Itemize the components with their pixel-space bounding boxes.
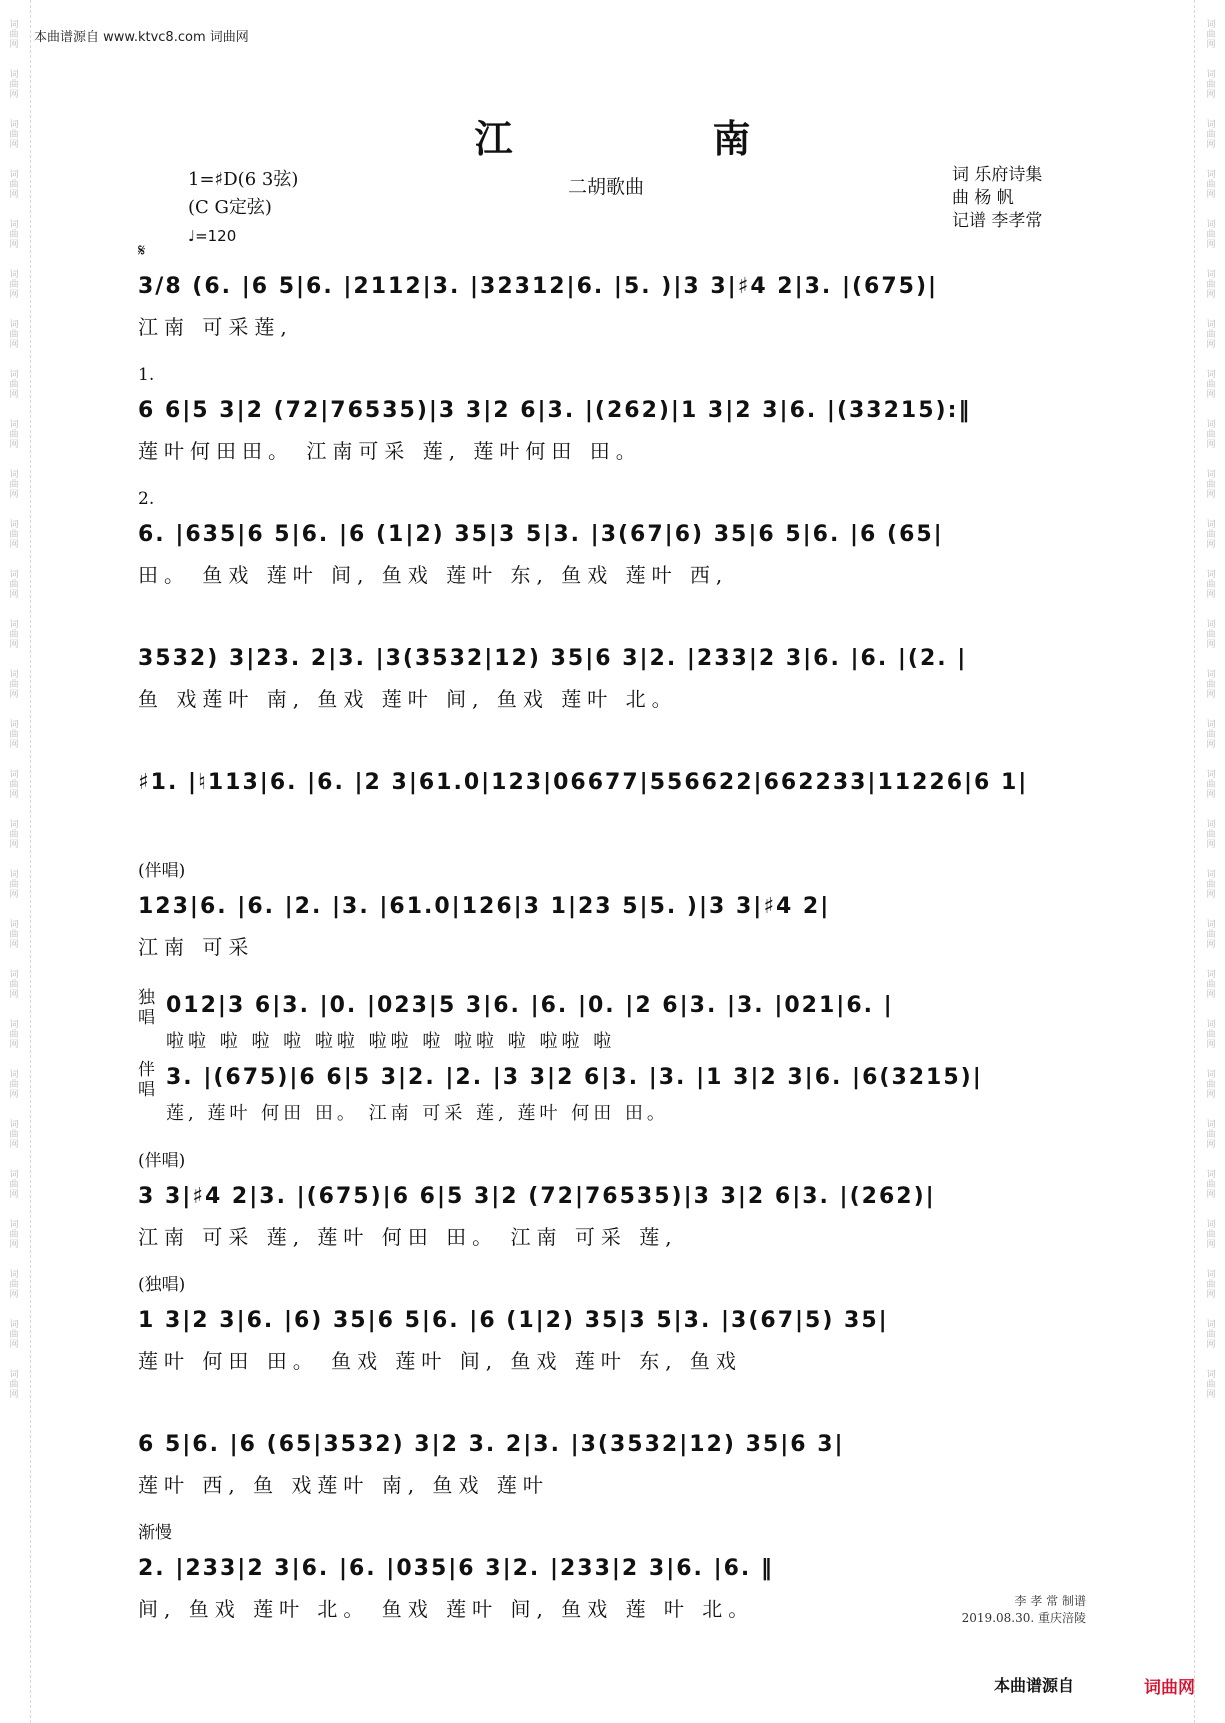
watermark-mark: 词 曲 网 bbox=[9, 670, 19, 700]
source-header: 本曲谱源自 www.ktvc8.com 词曲网 bbox=[34, 30, 249, 45]
watermark-mark: 词 曲 网 bbox=[9, 920, 19, 950]
composer-credit: 曲 杨 帆 bbox=[952, 188, 1014, 208]
footer-source-label: 本曲谱源自 bbox=[994, 1676, 1075, 1695]
lyrics-line: 莲叶何田田。 江南可采 莲, 莲叶何田 田。 bbox=[138, 439, 642, 463]
chorus-notes: 3. |(675)|6 6|5 3|2. |2. |3 3|2 6|3. |3. |1 3|2 3|6. |6(3215)| bbox=[166, 1065, 983, 1090]
system-label: (伴唱) bbox=[138, 861, 186, 881]
watermark-mark: 词 曲 网 bbox=[9, 1170, 19, 1200]
watermark-mark: 词 曲 网 bbox=[9, 1320, 19, 1350]
system-label bbox=[138, 1398, 1098, 1420]
score-system bbox=[138, 612, 1098, 714]
watermark-mark: 词 曲 网 bbox=[1206, 520, 1216, 550]
watermark-mark: 词 曲 网 bbox=[9, 470, 19, 500]
song-title: 江南 bbox=[474, 116, 951, 161]
notation-line: 3 3|♯4 2|3. |(675)|6 6|5 3|2 (72|76535)|3 3|2 6|3. |(262)| bbox=[138, 1184, 936, 1209]
solo-label: 独唱 bbox=[138, 988, 155, 1028]
lyrics-line: 江南 可采莲, bbox=[138, 315, 293, 339]
watermark-mark: 词 曲 网 bbox=[9, 870, 19, 900]
system-label: 渐慢 bbox=[138, 1523, 172, 1543]
watermark-mark: 词 曲 网 bbox=[9, 970, 19, 1000]
arranger-credit: 李 孝 常 制谱 bbox=[1014, 1594, 1086, 1608]
lyricist-credit: 词 乐府诗集 bbox=[952, 165, 1043, 185]
left-watermark-strip bbox=[2, 0, 26, 1723]
chorus-lyrics: 莲, 莲叶 何田 田。 江南 可采 莲, 莲叶 何田 田。 bbox=[166, 1103, 669, 1124]
duet-system bbox=[138, 984, 1098, 1128]
lyrics-line: 间, 鱼戏 莲叶 北。 鱼戏 莲叶 间, 鱼戏 莲 叶 北。 bbox=[138, 1597, 755, 1621]
watermark-mark: 词 曲 网 bbox=[1206, 670, 1216, 700]
score-system bbox=[138, 1150, 1098, 1252]
watermark-mark: 词 曲 网 bbox=[9, 420, 19, 450]
watermark-mark: 词 曲 网 bbox=[9, 1120, 19, 1150]
watermark-mark: 词 曲 网 bbox=[1206, 1170, 1216, 1200]
notation-line: 3532) 3|23. 2|3. |3(3532|12) 35|6 3|2. |233|2 3|6. |6. |(2. | bbox=[138, 646, 968, 671]
notation-line: ♯1. |♮113|6. |6. |2 3|61.0|123|06677|556622|662233|11226|6 1| bbox=[138, 770, 1029, 795]
system-label: 1. bbox=[138, 365, 155, 385]
notation-line: 1 3|2 3|6. |6) 35|6 5|6. |6 (1|2) 35|3 5|3. |3(67|5) 35| bbox=[138, 1308, 889, 1333]
solo-part bbox=[138, 984, 1098, 1056]
watermark-mark: 词 曲 网 bbox=[9, 120, 19, 150]
watermark-mark: 词 曲 网 bbox=[9, 220, 19, 250]
notation-line: 6 5|6. |6 (65|3532) 3|2 3. 2|3. |3(3532|12) 35|6 3| bbox=[138, 1432, 845, 1457]
score-body bbox=[138, 240, 1098, 1646]
watermark-mark: 词 曲 网 bbox=[1206, 1020, 1216, 1050]
lyrics-line: 田。 鱼戏 莲叶 间, 鱼戏 莲叶 东, 鱼戏 莲叶 西, bbox=[138, 563, 729, 587]
system-label: 2. bbox=[138, 489, 155, 509]
watermark-mark: 词 曲 网 bbox=[9, 1370, 19, 1400]
watermark-mark: 词 曲 网 bbox=[1206, 270, 1216, 300]
notation-line: 6. |635|6 5|6. |6 (1|2) 35|3 5|3. |3(67|6) 35|6 5|6. |6 (65| bbox=[138, 522, 944, 547]
lyrics-line: 莲叶 何田 田。 鱼戏 莲叶 间, 鱼戏 莲叶 东, 鱼戏 bbox=[138, 1349, 742, 1373]
watermark-mark: 词 曲 网 bbox=[9, 370, 19, 400]
watermark-mark: 词 曲 网 bbox=[9, 1270, 19, 1300]
system-label bbox=[138, 612, 1098, 634]
date-place: 2019.08.30. 重庆涪陵 bbox=[961, 1611, 1086, 1625]
watermark-mark: 词 曲 网 bbox=[1206, 570, 1216, 600]
notation-line: 2. |233|2 3|6. |6. |035|6 3|2. |233|2 3|6. |6. ‖ bbox=[138, 1556, 774, 1581]
right-margin-line bbox=[1194, 0, 1195, 1723]
score-system bbox=[138, 364, 1098, 466]
notation-line: 6 6|5 3|2 (72|76535)|3 3|2 6|3. |(262)|1 3|2 3|6. |(33215):‖ bbox=[138, 398, 972, 423]
watermark-mark: 词 曲 网 bbox=[1206, 820, 1216, 850]
watermark-mark: 词 曲 网 bbox=[1206, 970, 1216, 1000]
key-signature-block bbox=[188, 166, 298, 250]
transcriber-credit: 记谱 李孝常 bbox=[952, 211, 1043, 231]
watermark-mark: 词 曲 网 bbox=[1206, 420, 1216, 450]
lyrics-line bbox=[138, 808, 1098, 838]
notation-line: 3/8 (6. |6 5|6. |2112|3. |32312|6. |5. )|3 3|♯4 2|3. |(675)| bbox=[138, 274, 939, 299]
watermark-mark: 词 曲 网 bbox=[1206, 1370, 1216, 1400]
watermark-mark: 词 曲 网 bbox=[1206, 720, 1216, 750]
score-system bbox=[138, 240, 1098, 342]
footer-logo: 词曲网 bbox=[1144, 1678, 1195, 1698]
score-system bbox=[138, 736, 1098, 838]
score-system bbox=[138, 860, 1098, 962]
watermark-mark: 词 曲 网 bbox=[9, 1020, 19, 1050]
watermark-mark: 词 曲 网 bbox=[1206, 1120, 1216, 1150]
solo-lyrics: 啦啦 啦 啦 啦 啦啦 啦啦 啦 啦啦 啦 啦啦 啦 bbox=[166, 1031, 616, 1052]
watermark-mark: 词 曲 网 bbox=[9, 720, 19, 750]
watermark-mark: 词 曲 网 bbox=[9, 570, 19, 600]
score-system bbox=[138, 488, 1098, 590]
tempo-marking: ♩=120 bbox=[188, 227, 237, 245]
watermark-mark: 词 曲 网 bbox=[1206, 470, 1216, 500]
watermark-mark: 词 曲 网 bbox=[9, 270, 19, 300]
watermark-mark: 词 曲 网 bbox=[9, 20, 19, 50]
watermark-mark: 词 曲 网 bbox=[9, 320, 19, 350]
watermark-mark: 词 曲 网 bbox=[1206, 220, 1216, 250]
watermark-mark: 词 曲 网 bbox=[9, 1220, 19, 1250]
watermark-mark: 词 曲 网 bbox=[1206, 870, 1216, 900]
key-signature: 1=♯D(6 3弦) bbox=[188, 169, 299, 190]
lyrics-line: 鱼 戏莲叶 南, 鱼戏 莲叶 间, 鱼戏 莲叶 北。 bbox=[138, 687, 678, 711]
watermark-mark: 词 曲 网 bbox=[1206, 770, 1216, 800]
solo-notes: 012|3 6|3. |0. |023|5 3|6. |6. |0. |2 6|3. |3. |021|6. | bbox=[166, 993, 894, 1018]
lyrics-line: 江南 可采 莲, 莲叶 何田 田。 江南 可采 莲, bbox=[138, 1225, 678, 1249]
watermark-mark: 词 曲 网 bbox=[9, 620, 19, 650]
watermark-mark: 词 曲 网 bbox=[1206, 1320, 1216, 1350]
watermark-mark: 词 曲 网 bbox=[1206, 120, 1216, 150]
left-margin-line bbox=[30, 0, 31, 1723]
tuning-note: (C G定弦) bbox=[188, 197, 272, 218]
credits-block bbox=[952, 164, 1042, 233]
lyrics-line: 莲叶 西, 鱼 戏莲叶 南, 鱼戏 莲叶 bbox=[138, 1473, 549, 1497]
system-label: 𝄋 bbox=[138, 241, 146, 261]
watermark-mark: 词 曲 网 bbox=[9, 70, 19, 100]
watermark-mark: 词 曲 网 bbox=[1206, 1070, 1216, 1100]
watermark-mark: 词 曲 网 bbox=[9, 520, 19, 550]
watermark-mark: 词 曲 网 bbox=[1206, 1270, 1216, 1300]
right-watermark-strip bbox=[1199, 0, 1223, 1723]
lyrics-line: 江南 可采 bbox=[138, 935, 255, 959]
watermark-mark: 词 曲 网 bbox=[1206, 620, 1216, 650]
watermark-mark: 词 曲 网 bbox=[9, 170, 19, 200]
system-label: (独唱) bbox=[138, 1275, 186, 1295]
watermark-mark: 词 曲 网 bbox=[1206, 320, 1216, 350]
watermark-mark: 词 曲 网 bbox=[1206, 1220, 1216, 1250]
song-subtitle: 二胡歌曲 bbox=[568, 176, 645, 198]
system-label: (伴唱) bbox=[138, 1151, 186, 1171]
score-system bbox=[138, 1274, 1098, 1376]
watermark-mark: 词 曲 网 bbox=[1206, 170, 1216, 200]
watermark-mark: 词 曲 网 bbox=[9, 1070, 19, 1100]
chorus-part bbox=[138, 1056, 1098, 1128]
score-system bbox=[138, 1398, 1098, 1500]
chorus-label: 伴唱 bbox=[138, 1060, 155, 1100]
footer-credit bbox=[946, 1593, 1086, 1627]
watermark-mark: 词 曲 网 bbox=[1206, 920, 1216, 950]
watermark-mark: 词 曲 网 bbox=[1206, 70, 1216, 100]
watermark-mark: 词 曲 网 bbox=[1206, 20, 1216, 50]
notation-line: 123|6. |6. |2. |3. |61.0|126|3 1|23 5|5. )|3 3|♯4 2| bbox=[138, 894, 831, 919]
system-label bbox=[138, 736, 1098, 758]
watermark-mark: 词 曲 网 bbox=[9, 770, 19, 800]
watermark-mark: 词 曲 网 bbox=[1206, 370, 1216, 400]
watermark-mark: 词 曲 网 bbox=[9, 820, 19, 850]
